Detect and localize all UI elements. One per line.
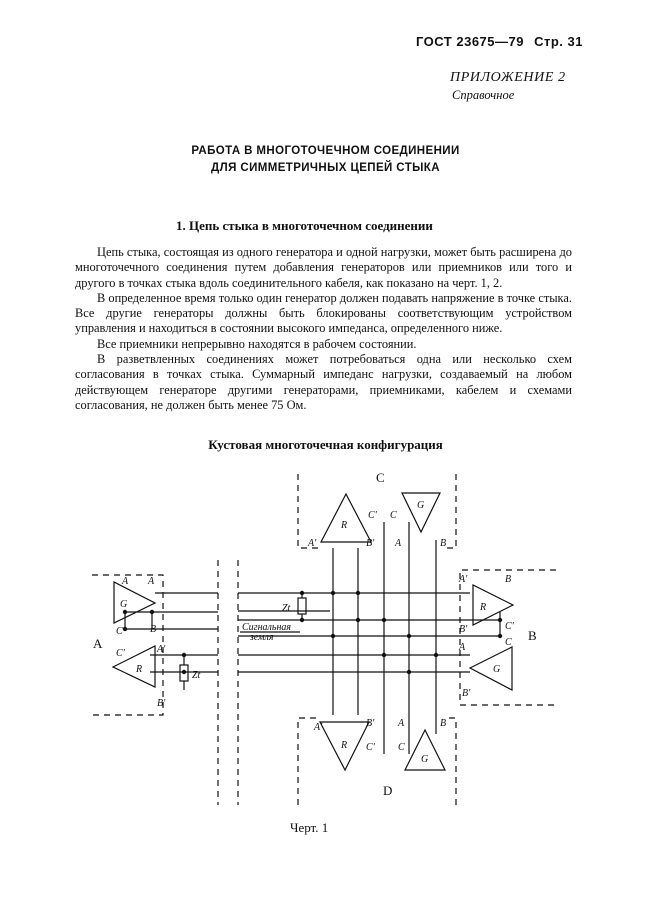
page-header	[416, 34, 583, 49]
terminal-label: B'	[366, 718, 375, 729]
section-title: 1. Цепь стыка в многоточечном соединении	[176, 218, 433, 233]
terminal-label: A'	[459, 574, 468, 585]
impedance-label: Zt	[282, 603, 291, 614]
ground-label-2: земля	[250, 632, 274, 643]
terminal-label: A	[148, 576, 155, 587]
body-text	[75, 245, 572, 413]
terminal-label: B'	[462, 688, 471, 699]
multipoint-diagram	[0, 460, 651, 820]
generator-symbol: G	[417, 500, 425, 511]
bus-lines	[125, 593, 500, 672]
receiver-symbol: R	[136, 664, 143, 675]
terminal-label: A	[398, 718, 405, 729]
terminal-label: A'	[157, 644, 166, 655]
receiver-symbol: R	[480, 602, 487, 613]
boundary-dashed-lines	[92, 474, 556, 805]
paragraph: Цепь стыка, состоящая из одного генератора и одной нагрузки, может быть расширена до многоточечного соединения путем добавления генераторов или приемников или того и другого в точках стыка вдоль соединительного кабеля, как показано на черт. 1, 2.	[75, 245, 572, 290]
paragraph: В разветвленных соединениях может потребоваться одна или несколько схем согласования в точках стыка. Суммарный импеданс нагрузки, создаваемый на любом действующем генераторе другими генераторами, приемниками, кабелем и схемами согласования, не должен быть менее 75 Ом.	[75, 352, 572, 412]
terminal-label: A'	[314, 722, 323, 733]
page-number: Стр. 31	[534, 34, 583, 49]
generator-symbol: G	[493, 664, 501, 675]
appendix-subtitle: Справочное	[452, 88, 515, 102]
terminal-label: C'	[505, 621, 514, 632]
generator-symbol: G	[120, 599, 128, 610]
terminal-label: B	[150, 624, 157, 635]
node-label-a: A	[93, 636, 103, 651]
appendix-title: ПРИЛОЖЕНИЕ 2	[450, 70, 566, 85]
terminal-label: A	[122, 576, 129, 587]
node-label-d: D	[383, 783, 393, 798]
node-label-c: C	[376, 470, 385, 485]
terminal-label: A	[395, 538, 402, 549]
terminal-label: B	[440, 718, 447, 729]
terminal-label: C'	[368, 510, 377, 521]
node-label-b: B	[528, 628, 537, 643]
paragraph: Все приемники непрерывно находятся в рабочем состоянии.	[97, 336, 417, 351]
impedance-label: Zt	[192, 670, 201, 681]
paragraph: В определенное время только один генератор должен подавать напряжение в точке стыка. Все другие генераторы должны быть блокированы соответствующим устройством управления и находиться в состоянии высокого импеданса, определенного ниже.	[75, 290, 572, 336]
junction-dots	[123, 591, 502, 674]
terminal-label: B'	[366, 538, 375, 549]
terminal-label: C'	[366, 742, 375, 753]
receiver-c-icon	[321, 494, 371, 542]
main-title-line-2: ДЛЯ СИММЕТРИЧНЫХ ЦЕПЕЙ СТЫКА	[211, 162, 440, 174]
standard-number: ГОСТ 23675—79	[415, 34, 524, 49]
terminal-label: B'	[459, 624, 468, 635]
terminal-label: C'	[116, 648, 125, 659]
terminal-label: B	[440, 538, 447, 549]
figure-number: Черт. 1	[290, 820, 329, 835]
generator-b-icon	[470, 647, 512, 690]
receiver-symbol: R	[341, 520, 348, 531]
terminal-label: A'	[308, 538, 317, 549]
terminal-label: C	[116, 626, 123, 637]
figure-caption: Кустовая многоточечная конфигурация	[208, 437, 443, 452]
receiver-symbol: R	[341, 740, 348, 751]
terminal-label: B'	[157, 698, 166, 709]
terminal-label: C	[390, 510, 397, 521]
terminal-label: A	[459, 642, 466, 653]
terminal-label: B	[505, 574, 512, 585]
terminal-label: C	[505, 637, 512, 648]
ground-label-1: Сигнальная	[242, 622, 292, 633]
terminal-label: C	[398, 742, 405, 753]
main-title-line-1: РАБОТА В МНОГОТОЧЕЧНОМ СОЕДИНЕНИИ	[191, 145, 460, 157]
generator-c-icon	[402, 493, 440, 532]
receiver-b-icon	[473, 585, 513, 625]
generator-symbol: G	[421, 754, 429, 765]
